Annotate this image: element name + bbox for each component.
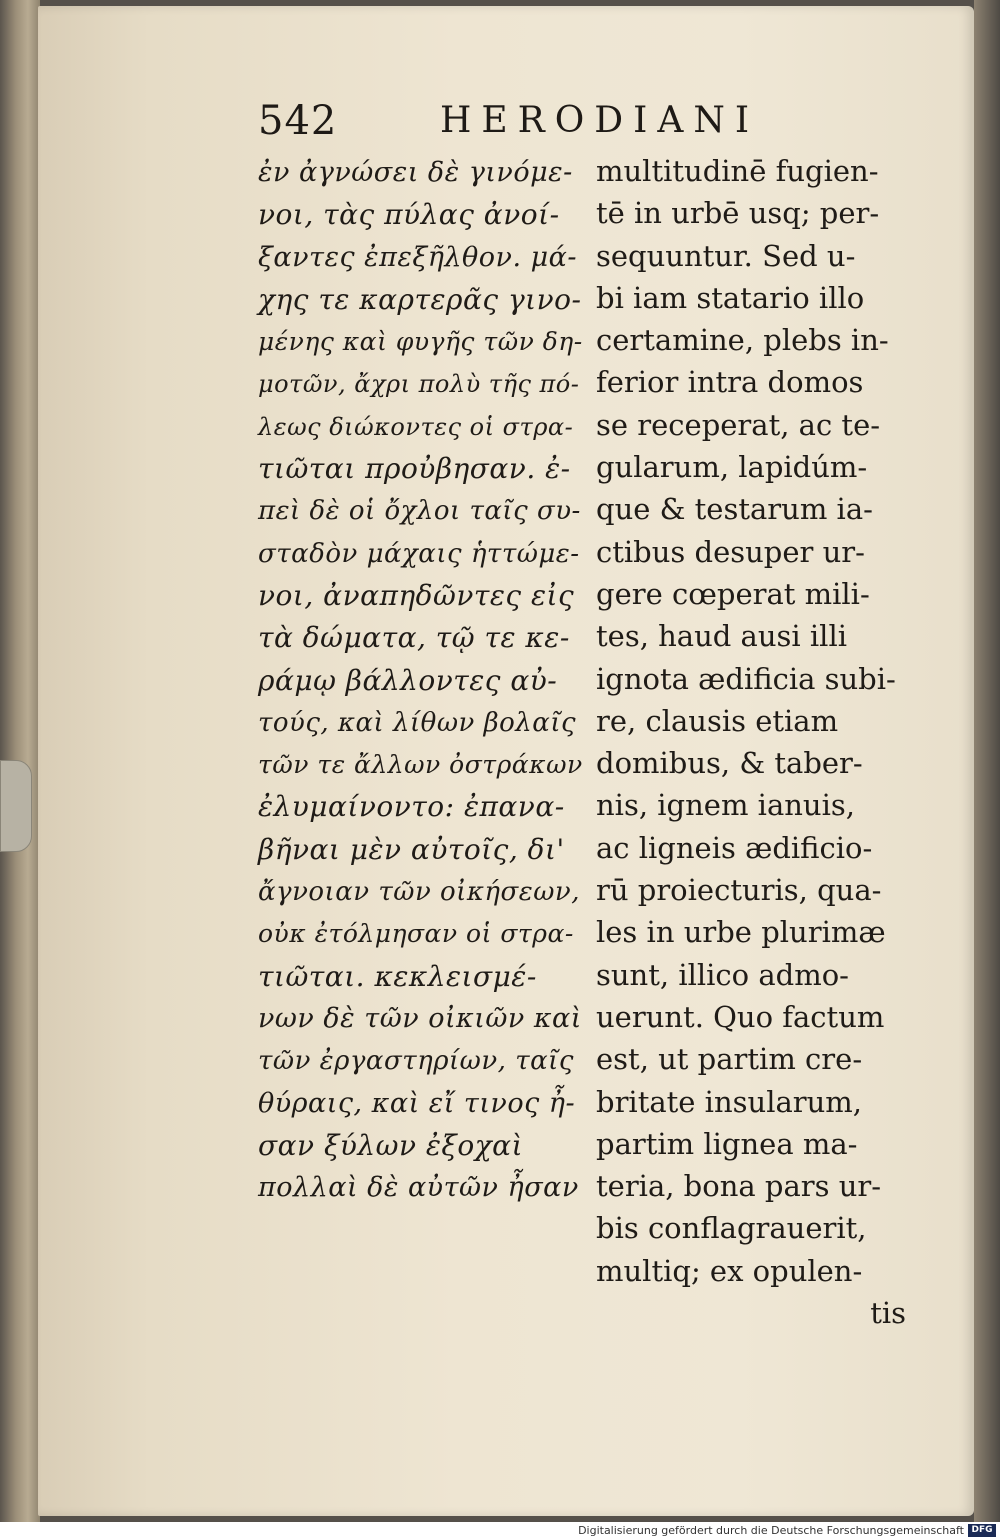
greek-line: σαν ξύλων ἐξοχαὶ — [258, 1128, 524, 1162]
latin-line: sequuntur. Sed u- — [596, 238, 856, 273]
greek-line: νοι, ἀναπηδῶντες εἰς — [258, 578, 575, 612]
greek-line: νοι, τὰς πύλας ἀνοί- — [258, 198, 560, 232]
greek-line: ἄγνοιαν τῶν οἰκήσεων, — [258, 877, 580, 908]
latin-line: les in urbe plurimæ — [596, 915, 886, 950]
latin-line: ferior intra domos — [596, 365, 864, 400]
book-right-edge — [974, 0, 1000, 1522]
latin-line: ctibus desuper ur- — [596, 534, 865, 569]
latin-line: ac ligneis ædificio- — [596, 830, 873, 865]
latin-line: domibus, & taber- — [596, 746, 863, 781]
latin-line: bi iam statario illo — [596, 280, 865, 315]
latin-line: gularum, lapidúm- — [596, 450, 868, 485]
latin-line: teria, bona pars ur- — [596, 1169, 882, 1204]
dfg-logo: DFG — [968, 1524, 996, 1537]
greek-line: ξαντες ἐπεξῆλθον. μά- — [258, 241, 578, 273]
latin-line: multiq; ex opulen- — [596, 1253, 863, 1288]
greek-line: τὰ δώματα, τῷ τε κε- — [258, 621, 570, 655]
greek-line: νων δὲ τῶν οἰκιῶν καὶ — [258, 1002, 582, 1034]
latin-text-column — [596, 150, 916, 1334]
greek-line: σταδὸν μάχαις ἡττώμε- — [258, 538, 580, 569]
greek-line: λεως διώκοντες οἱ στρα- — [258, 412, 574, 441]
greek-line: τιῶται. κεκλεισμέ- — [258, 959, 537, 993]
latin-line: multitudinē fugien- — [596, 154, 879, 188]
greek-line: οὐκ ἐτόλμησαν οἱ στρα- — [258, 919, 574, 949]
latin-line: uerunt. Quo factum — [596, 999, 885, 1034]
greek-text-column — [258, 152, 583, 1209]
latin-line: tis — [870, 1296, 906, 1331]
latin-line: est, ut partim cre- — [596, 1042, 863, 1077]
latin-line: gere cœperat mili- — [596, 576, 870, 611]
latin-line: nis, ignem ianuis, — [596, 788, 855, 823]
greek-line: χης τε καρτερᾶς γινο- — [258, 282, 582, 316]
latin-line: sunt, illico admo- — [596, 957, 849, 992]
greek-line: πεὶ δὲ οἱ ὄχλοι ταῖς συ- — [258, 496, 581, 527]
latin-line: rū proiecturis, qua- — [596, 873, 882, 908]
greek-line: πολλαὶ δὲ αὐτῶν ἦσαν — [258, 1172, 579, 1204]
greek-line: τιῶται προὐβησαν. ἐ- — [258, 452, 571, 486]
greek-line: τούς, καὶ λίθων βολαῖς — [258, 707, 577, 738]
latin-line: ignota ædificia subi- — [596, 661, 896, 696]
greek-line: βῆναι μὲν αὐτοῖς, δι' — [258, 832, 565, 866]
greek-line: μοτῶν, ἄχρι πολὺ τῆς πό- — [258, 370, 580, 399]
page-header — [258, 98, 778, 148]
latin-line: tes, haud ausi illi — [596, 619, 848, 654]
latin-line: tē in urbē usq; per- — [596, 196, 880, 231]
page-number: 542 — [258, 98, 338, 144]
greek-line: ράμῳ βάλλοντες αὐ- — [258, 663, 558, 697]
greek-line: τῶν ἐργαστηρίων, ταῖς — [258, 1046, 574, 1077]
latin-line: se receperat, ac te- — [596, 407, 881, 442]
latin-line: britate insularum, — [596, 1084, 863, 1119]
book-clasp — [0, 760, 32, 852]
greek-line: θύραις, καὶ εἴ τινος ἦ- — [258, 1087, 576, 1119]
latin-line: que & testarum ia- — [596, 492, 873, 527]
latin-line: partim lignea ma- — [596, 1126, 858, 1161]
greek-line: μένης καὶ φυγῆς τῶν δη- — [258, 327, 583, 357]
latin-line: bis conflagrauerit, — [596, 1211, 867, 1246]
latin-line: re, clausis etiam — [596, 703, 839, 738]
greek-line: ἐλυμαίνοντο: ἐπανα- — [258, 790, 565, 824]
greek-line: τῶν τε ἄλλων ὀστράκων — [258, 750, 583, 780]
greek-line: ἐν ἀγνώσει δὲ γινόμε- — [258, 157, 573, 188]
digitization-credit: Digitalisierung gefördert durch die Deutsche Forschungsgemeinschaft — [578, 1524, 964, 1537]
latin-line: certamine, plebs in- — [596, 323, 889, 358]
running-head: HERODIANI — [440, 100, 760, 141]
